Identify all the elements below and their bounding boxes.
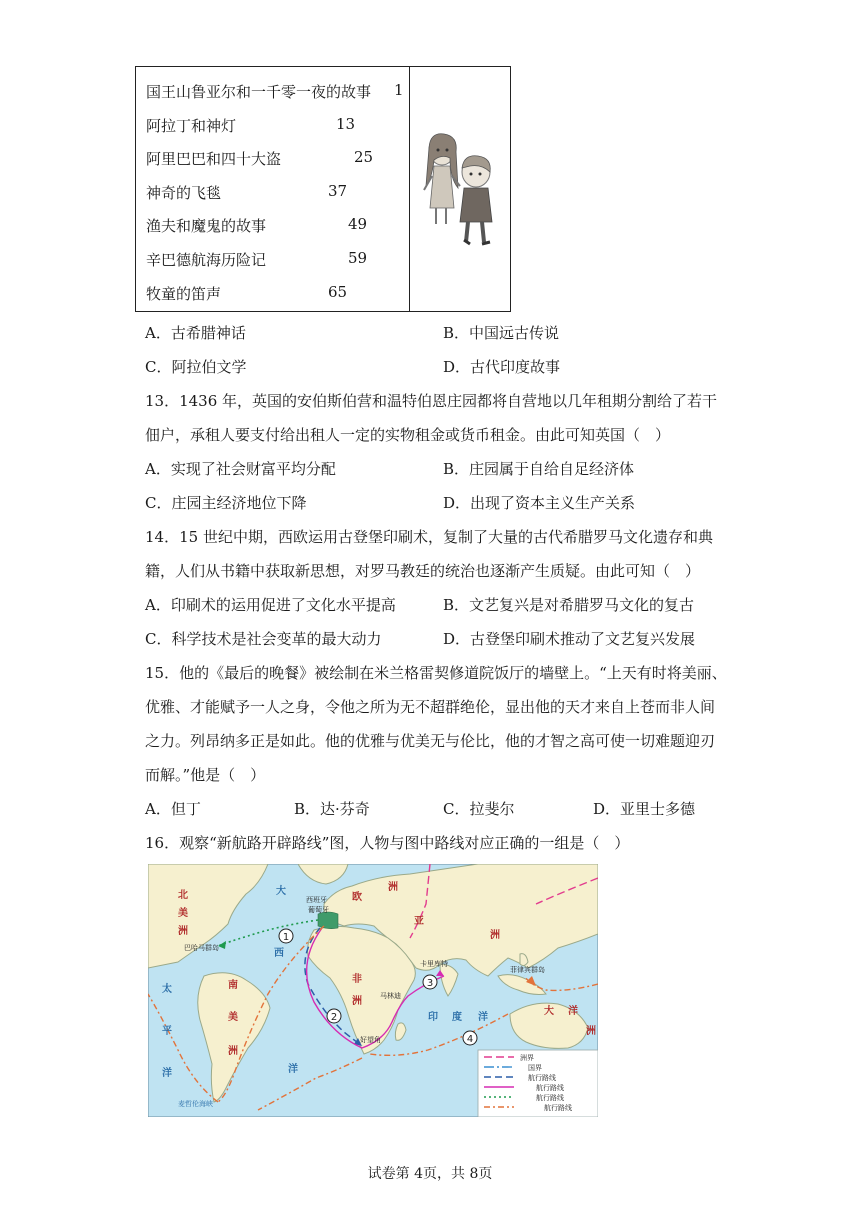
map-label: 美 (178, 908, 188, 919)
toc-entry-page: 37 (328, 182, 348, 200)
map-place-philippines: 菲律宾群岛 (510, 966, 545, 974)
map-place-portugal: 葡萄牙 (308, 906, 329, 914)
q15-option-b[interactable]: B．达·芬奇 (294, 800, 370, 818)
map-place-malindi: 马林迪 (380, 992, 401, 1000)
map-label: 太 (162, 984, 172, 995)
q15-stem-line: 之力。列昂纳多正是如此。他的优雅与优美无与伦比，他的才智之高可使一切难题迎刃 (145, 732, 716, 750)
toc-entry-page: 13 (336, 115, 356, 133)
map-label: 洋 (288, 1064, 298, 1075)
q15-stem-line: 15．他的《最后的晚餐》被绘制在米兰格雷契修道院饭厅的墙壁上。“上天有时将美丽、 (145, 664, 727, 682)
map-place-spain: 西班牙 (306, 896, 327, 904)
q15-option-d[interactable]: D．亚里士多德 (593, 800, 696, 818)
map-label: 洲 (178, 926, 188, 937)
iberia-highlight (318, 912, 338, 929)
q14-option-a[interactable]: A．印刷术的运用促进了文化水平提高 (145, 596, 396, 614)
legend-label: 航行路线 (544, 1104, 572, 1112)
map-place-calicut: 卡里库特 (420, 960, 448, 968)
q16-stem-line: 16．观察“新航路开辟路线”图，人物与图中路线对应正确的一组是（ ） (145, 834, 630, 852)
map-label: 大 (276, 886, 286, 897)
toc-entry-page: 65 (328, 283, 348, 301)
route-2-label: 2 (330, 1012, 338, 1023)
map-label: 亚 (414, 916, 424, 927)
map-label: 大 (544, 1006, 554, 1017)
legend-label: 航行路线 (536, 1094, 564, 1102)
toc-entry-title: 神奇的飞毯 (146, 184, 222, 202)
toc-entry-title: 牧童的笛声 (146, 285, 222, 303)
map-label: 洋 (568, 1006, 578, 1017)
toc-entry-page: 1 (394, 81, 404, 99)
q15-option-c[interactable]: C．拉斐尔 (443, 800, 515, 818)
new-sea-routes-map (148, 864, 598, 1117)
q15-option-a[interactable]: A．但丁 (145, 800, 201, 818)
q14-option-b[interactable]: B．文艺复兴是对希腊罗马文化的复古 (443, 596, 695, 614)
route-3-label: 3 (426, 978, 434, 989)
q12-option-c[interactable]: C．阿拉伯文学 (145, 358, 247, 376)
toc-entry-title: 阿里巴巴和四十大盗 (146, 150, 282, 168)
q12-option-a[interactable]: A．古希腊神话 (145, 324, 246, 342)
map-label: 洲 (352, 996, 362, 1007)
q13-stem-line: 佃户，承租人要支付给出租人一定的实物租金或货币租金。由此可知英国（ ） (145, 426, 671, 444)
toc-entry-page: 59 (348, 249, 368, 267)
toc-entry-title: 辛巴德航海历险记 (146, 251, 267, 269)
map-label: 平 (162, 1026, 172, 1037)
map-label: 美 (228, 1012, 238, 1023)
legend-label: 航行路线 (536, 1084, 564, 1092)
map-label: 洲 (586, 1026, 596, 1037)
q13-option-a[interactable]: A．实现了社会财富平均分配 (145, 460, 336, 478)
page-footer: 试卷第 4页，共 8页 (367, 1166, 493, 1182)
route-1-label: 1 (282, 932, 290, 943)
map-label: 西 (274, 948, 284, 959)
map-label: 洲 (388, 882, 398, 893)
q14-stem-line: 14．15 世纪中期，西欧运用古登堡印刷术，复制了大量的古代希腊罗马文化遗存和典 (145, 528, 713, 546)
toc-entry-title: 国王山鲁亚尔和一千零一夜的故事 (146, 83, 372, 101)
q12-option-d[interactable]: D．古代印度故事 (443, 358, 561, 376)
legend-label: 航行路线 (528, 1074, 556, 1082)
map-label: 非 (352, 974, 362, 985)
q13-stem-line: 13．1436 年，英国的安伯斯伯营和温特伯恩庄园都将自营地以几年租期分割给了若干 (145, 392, 718, 410)
map-place-magellan: 麦哲伦海峡 (178, 1100, 213, 1108)
map-label: 洋 (162, 1068, 172, 1079)
q12-option-b[interactable]: B．中国远古传说 (443, 324, 560, 342)
q14-option-d[interactable]: D．古登堡印刷术推动了文艺复兴发展 (443, 630, 696, 648)
map-label: 洲 (228, 1046, 238, 1057)
route-4-label: 4 (466, 1034, 474, 1045)
map-label: 欧 (352, 892, 362, 903)
map-label: 度 (452, 1012, 462, 1023)
toc-divider (409, 66, 410, 312)
map-label: 印 (428, 1012, 438, 1023)
q14-option-c[interactable]: C．科学技术是社会变革的最大动力 (145, 630, 382, 648)
children-illustration-icon (420, 128, 504, 250)
toc-entry-title: 渔夫和魔鬼的故事 (146, 217, 267, 235)
toc-entry-page: 49 (348, 215, 368, 233)
q13-option-c[interactable]: C．庄园主经济地位下降 (145, 494, 307, 512)
q14-stem-line: 籍，人们从书籍中获取新思想，对罗马教廷的统治也逐渐产生质疑。由此可知（ ） (145, 562, 701, 580)
map-label: 北 (178, 890, 188, 901)
q13-option-d[interactable]: D．出现了资本主义生产关系 (443, 494, 636, 512)
q15-stem-line: 而解。”他是（ ） (145, 766, 266, 784)
map-label: 南 (228, 980, 238, 991)
map-place-cape: 好望角 (360, 1036, 381, 1044)
map-place-bahamas: 巴哈马群岛 (184, 944, 219, 952)
legend-label: 国界 (528, 1064, 542, 1072)
legend-label: 洲界 (520, 1054, 534, 1062)
q15-stem-line: 优雅、才能赋予一人之身，令他之所为无不超群绝伦，显出他的天才来自上苍而非人间 (145, 698, 716, 716)
map-label: 洋 (478, 1012, 488, 1023)
toc-entry-page: 25 (354, 148, 374, 166)
toc-entry-title: 阿拉丁和神灯 (146, 117, 237, 135)
map-label: 洲 (490, 930, 500, 941)
q13-option-b[interactable]: B．庄园属于自给自足经济体 (443, 460, 635, 478)
